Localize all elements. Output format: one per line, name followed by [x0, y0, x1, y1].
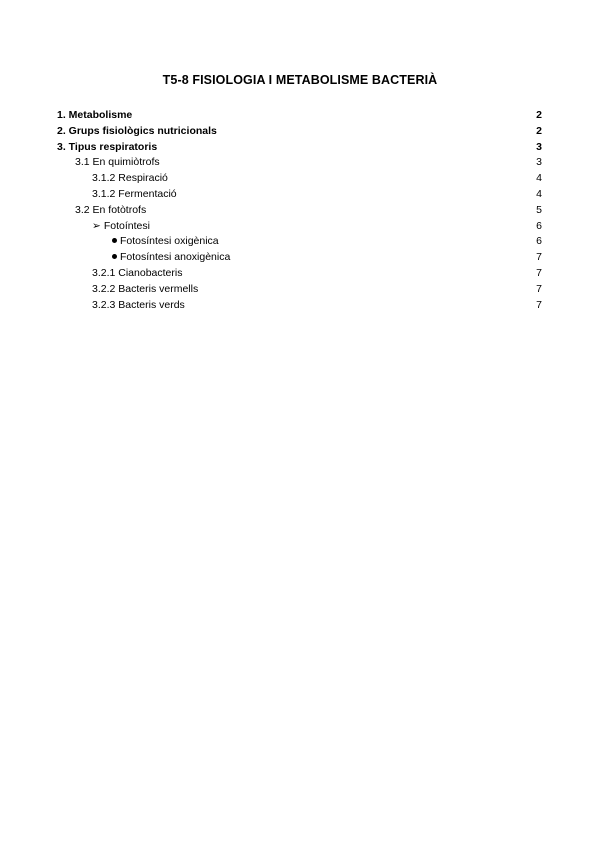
toc-entry-respiracio[interactable] — [57, 171, 542, 187]
toc-entry-label: 3.2.2 Bacteris vermells — [92, 282, 199, 295]
toc-page-number: 2 — [536, 124, 542, 137]
toc-entry-label: 2. Grups fisiològics nutricionals — [57, 124, 217, 137]
toc-entry-label: 3. Tipus respiratoris — [57, 140, 158, 153]
toc-entry-fotosintesi-anoxigenica[interactable] — [57, 250, 542, 266]
toc-page-number: 5 — [536, 203, 542, 216]
toc-entry-fotosintesi-oxigenica[interactable] — [57, 234, 542, 250]
toc-page-number: 3 — [536, 140, 542, 153]
toc-page-number: 6 — [536, 219, 542, 232]
toc-entry-label: 3.1 En quimiòtrofs — [75, 156, 160, 169]
toc-entry-label-group — [57, 250, 230, 266]
toc-page-number: 6 — [536, 235, 542, 248]
toc-entry-label: 3.2 En fotòtrofs — [75, 203, 147, 216]
toc-page-number: 7 — [536, 298, 542, 311]
toc-entry-label: 3.1.2 Fermentació — [92, 187, 177, 200]
toc-entry-quimiotrofs[interactable] — [57, 155, 542, 171]
toc-entry-fototrofs[interactable] — [57, 203, 542, 219]
toc-entry-label-group — [57, 234, 219, 250]
round-bullet-icon — [112, 238, 117, 243]
toc-entry-cianobacteris[interactable] — [57, 266, 542, 282]
toc-entry-label-group — [57, 219, 150, 235]
toc-entry-metabolisme[interactable] — [57, 108, 542, 124]
round-bullet-icon — [112, 254, 117, 259]
toc-page-number: 2 — [536, 109, 542, 121]
toc-entry-label: 3.2.3 Bacteris verds — [92, 298, 185, 311]
toc-entry-label: Fotoíntesi — [103, 219, 150, 232]
toc-page-number: 3 — [536, 156, 542, 169]
toc-entry-bacteris-verds[interactable] — [57, 298, 542, 314]
toc-entry-tipus-respiratoris[interactable] — [57, 140, 542, 156]
arrow-bullet-icon: ➢ — [92, 219, 101, 232]
toc-entry-label: 3.2.1 Cianobacteris — [92, 266, 183, 279]
toc-entry-bacteris-vermells[interactable] — [57, 282, 542, 298]
toc-entry-label: Fotosíntesi anoxigènica — [120, 251, 231, 264]
toc-entry-label: 1. Metabolisme — [57, 109, 133, 121]
toc-page-number: 7 — [536, 266, 542, 279]
toc-entry-fermentacio[interactable] — [57, 187, 542, 203]
page-title: T5-8 FISIOLOGIA I METABOLISME BACTERIÀ — [162, 73, 438, 87]
toc-entry-label: Fotosíntesi oxigènica — [120, 235, 219, 248]
toc-page-number: 7 — [536, 282, 542, 295]
toc-page-number: 4 — [536, 172, 542, 185]
toc-entry-label: 3.1.2 Respiració — [92, 172, 168, 185]
toc-page-number: 4 — [536, 187, 542, 200]
toc-page-number: 7 — [536, 251, 542, 264]
toc-entry-grups-fisiologics[interactable] — [57, 124, 542, 140]
toc-entry-fotointesi[interactable] — [57, 219, 542, 235]
table-of-contents — [57, 108, 542, 313]
